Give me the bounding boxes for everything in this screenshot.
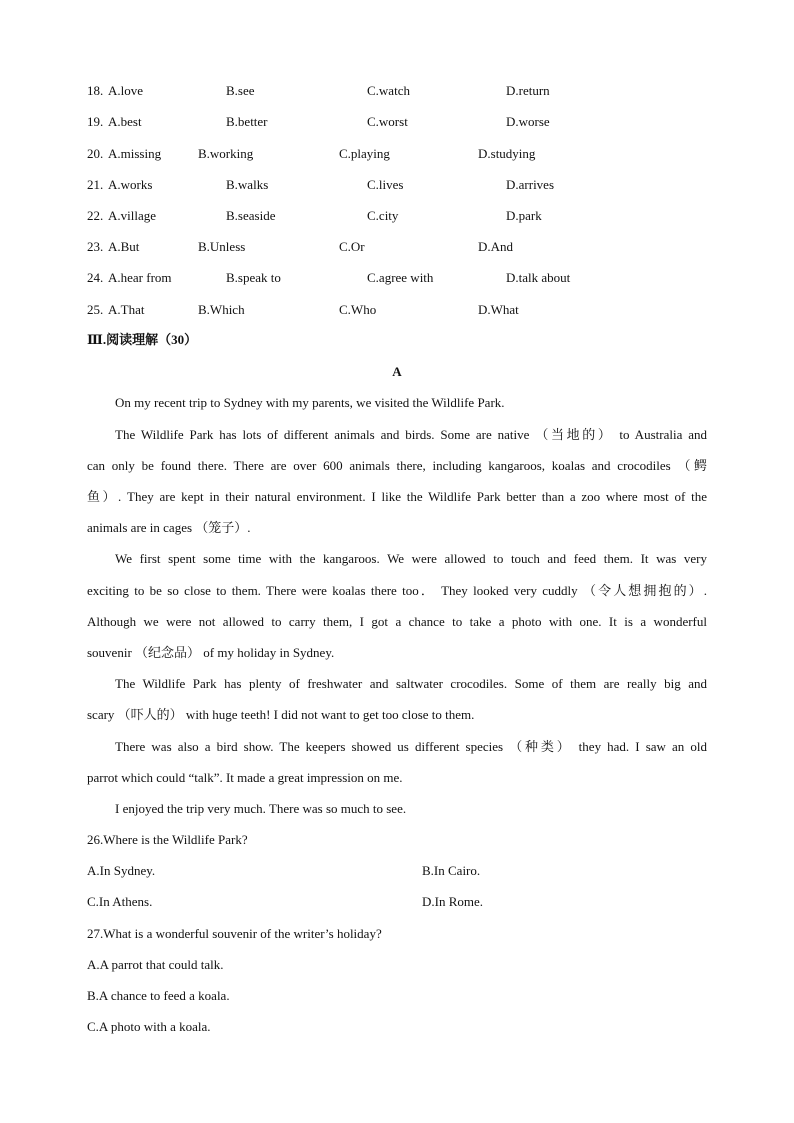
cloze-option-a[interactable]: A.That: [108, 302, 145, 317]
q26-option-d[interactable]: D.In Rome.: [422, 894, 484, 909]
cloze-option-b[interactable]: B.seaside: [226, 208, 276, 223]
cloze-number: 19.: [87, 114, 104, 129]
cloze-option-a[interactable]: A.hear from: [108, 270, 172, 285]
cloze-option-d[interactable]: D.What: [478, 302, 519, 317]
passage-line: The Wildlife Park has plenty of freshwater and saltwater crocodiles. Some of them are really big and: [115, 676, 707, 691]
cloze-option-a[interactable]: A.works: [108, 177, 153, 192]
cloze-option-a[interactable]: A.best: [108, 114, 142, 129]
cloze-option-a[interactable]: A.But: [108, 239, 140, 254]
cloze-option-a[interactable]: A.missing: [108, 146, 162, 161]
cloze-number: 20.: [87, 146, 104, 161]
cloze-row-18: [87, 81, 707, 101]
cloze-option-b[interactable]: B.Which: [198, 302, 245, 317]
passage-line: Although we were not allowed to carry them, I got a chance to take a photo with one. It is a wonderful: [87, 614, 707, 629]
cloze-row-21: [87, 175, 707, 195]
cloze-option-d[interactable]: D.talk about: [506, 270, 571, 285]
cloze-option-b[interactable]: B.see: [226, 83, 255, 98]
cloze-option-a[interactable]: A.village: [108, 208, 157, 223]
cloze-number: 25.: [87, 302, 104, 317]
cloze-option-d[interactable]: D.worse: [506, 114, 550, 129]
cloze-number: 24.: [87, 270, 104, 285]
cloze-row-22: [87, 206, 707, 226]
cloze-option-b[interactable]: B.working: [198, 146, 254, 161]
cloze-row-25: [87, 300, 707, 320]
passage-line: parrot which could “talk”. It made a great impression on me.: [87, 770, 403, 785]
q26-option-c[interactable]: C.In Athens.: [87, 894, 153, 909]
question-26: 26.Where is the Wildlife Park?: [87, 832, 248, 847]
section-heading: Ⅲ.阅读理解（30）: [87, 332, 198, 347]
cloze-row-23: [87, 237, 707, 257]
cloze-option-c[interactable]: C.Or: [339, 239, 365, 254]
cloze-option-d[interactable]: D.park: [506, 208, 542, 223]
cloze-option-c[interactable]: C.lives: [367, 177, 404, 192]
passage-line: souvenir （纪念品） of my holiday in Sydney.: [87, 645, 335, 660]
q26-option-b[interactable]: B.In Cairo.: [422, 863, 481, 878]
cloze-number: 21.: [87, 177, 104, 192]
passage-line: animals are in cages （笼子）.: [87, 520, 251, 535]
cloze-option-a[interactable]: A.love: [108, 83, 144, 98]
cloze-option-c[interactable]: C.watch: [367, 83, 410, 98]
cloze-option-c[interactable]: C.city: [367, 208, 399, 223]
cloze-row-24: [87, 268, 707, 288]
q26-option-a[interactable]: A.In Sydney.: [87, 863, 156, 878]
cloze-option-b[interactable]: B.better: [226, 114, 268, 129]
cloze-option-d[interactable]: D.And: [478, 239, 514, 254]
passage-line: We first spent some time with the kangaroos. We were allowed to touch and feed them. It was very: [115, 551, 707, 566]
cloze-number: 22.: [87, 208, 104, 223]
passage-line: The Wildlife Park has lots of different animals and birds. Some are native （当地的） to Australia and: [115, 427, 707, 442]
cloze-option-d[interactable]: D.studying: [478, 146, 536, 161]
passage-line: There was also a bird show. The keepers showed us different species （种类） they had. I saw an old: [115, 739, 707, 754]
cloze-option-b[interactable]: B.walks: [226, 177, 269, 192]
passage-line: 鱼）. They are kept in their natural environment. I like the Wildlife Park better than a zoo where most of the: [87, 489, 707, 504]
cloze-option-c[interactable]: C.agree with: [367, 270, 434, 285]
cloze-number: 23.: [87, 239, 104, 254]
passage-line: exciting to be so close to them. There were koalas there too． They looked very cuddly （令人想拥抱的）.: [87, 583, 707, 598]
cloze-row-20: [87, 144, 707, 164]
question-27: 27.What is a wonderful souvenir of the writer’s holiday?: [87, 926, 382, 941]
cloze-row-19: [87, 112, 707, 132]
cloze-number: 18.: [87, 83, 104, 98]
q27-option-a[interactable]: A.A parrot that could talk.: [87, 957, 224, 972]
passage-label: A: [392, 364, 402, 379]
cloze-option-d[interactable]: D.arrives: [506, 177, 555, 192]
cloze-option-b[interactable]: B.Unless: [198, 239, 246, 254]
cloze-option-c[interactable]: C.worst: [367, 114, 408, 129]
cloze-option-b[interactable]: B.speak to: [226, 270, 281, 285]
cloze-option-c[interactable]: C.playing: [339, 146, 390, 161]
cloze-option-c[interactable]: C.Who: [339, 302, 377, 317]
q27-option-c[interactable]: C.A photo with a koala.: [87, 1019, 211, 1034]
passage-line: I enjoyed the trip very much. There was so much to see.: [115, 801, 407, 816]
passage-line: On my recent trip to Sydney with my parents, we visited the Wildlife Park.: [115, 395, 505, 410]
passage-line: can only be found there. There are over 600 animals there, including kangaroos, koalas and crocodiles （鳄: [87, 458, 707, 473]
cloze-option-d[interactable]: D.return: [506, 83, 550, 98]
passage-line: scary （吓人的） with huge teeth! I did not want to get too close to them.: [87, 707, 475, 722]
q27-option-b[interactable]: B.A chance to feed a koala.: [87, 988, 230, 1003]
